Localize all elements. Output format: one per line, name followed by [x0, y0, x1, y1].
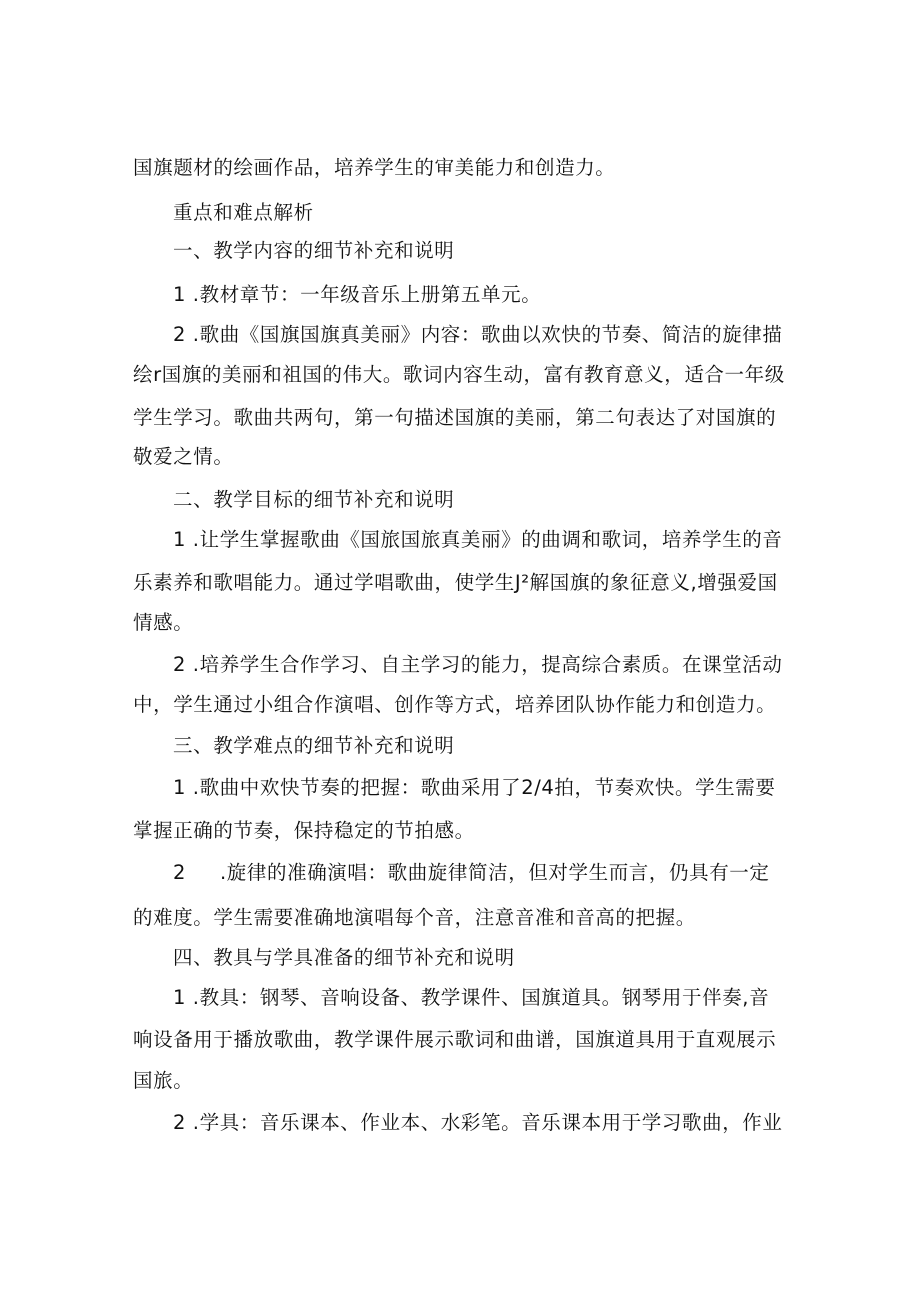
paragraph-line: 1 .歌曲中欢快节奏的把握：歌曲采用了2/4拍，节奏欢快。学生需要	[173, 776, 776, 799]
section-heading: 一、教学内容的细节补充和说明	[173, 239, 455, 262]
paragraph-line: 乐素养和歌唱能力。通过学唱歌曲，使学生J²解国旗的象征意义,增强爱国	[133, 571, 778, 594]
paragraph-line: 中，学生通过小组合作演唱、创作等方式，培养团队协作能力和创造力。	[133, 693, 777, 716]
paragraph-line: 掌握正确的节奏，保持稳定的节拍感。	[133, 819, 475, 842]
paragraph-line: 国旗题材的绘画作品，培养学生的审美能力和创造力。	[133, 156, 616, 179]
paragraph-line: 2 .学具：音乐课本、作业本、水彩笔。音乐课本用于学习歌曲，作业	[173, 1111, 783, 1134]
paragraph-line: 的难度。学生需要准确地演唱每个音，注意音准和音高的把握。	[133, 906, 696, 929]
paragraph-line: 2 .歌曲《国旗国旗真美丽》内容：歌曲以欢快的节奏、简洁的旋律描	[173, 323, 783, 346]
section-heading: 三、教学难点的细节补充和说明	[173, 734, 455, 757]
paragraph-line: 1 .让学生掌握歌曲《国旅国旅真美丽》的曲调和歌词，培养学生的音	[173, 528, 783, 551]
paragraph-line: 1 .教具：钢琴、音响设备、教学课件、国旗道具。钢琴用于伴奏,音	[173, 986, 770, 1009]
section-heading: 二、教学目标的细节补充和说明	[173, 488, 455, 511]
section-heading: 重点和难点解析	[173, 201, 314, 224]
paragraph-line: 2 .培养学生合作学习、自主学习的能力，提高综合素质。在课堂活动	[173, 653, 783, 676]
section-heading: 四、教具与学具准备的细节补充和说明	[173, 946, 515, 969]
paragraph-line: 1 .教材章节：一年级音乐上册第五单元。	[173, 283, 542, 306]
paragraph-line: 2 .旋律的准确演唱：歌曲旋律简洁，但对学生而言，仍具有一定	[173, 861, 770, 884]
paragraph-line: 绘r国旗的美丽和祖国的伟大。歌词内容生动，富有教育意义，适合一年级	[133, 363, 785, 386]
paragraph-line: 学生学习。歌曲共两句，第一句描述国旗的美丽，第二句表达了对国旗的	[133, 406, 777, 429]
paragraph-line: 国旅。	[133, 1069, 194, 1092]
paragraph-line: 情感。	[133, 611, 194, 634]
paragraph-line: 敬爱之情。	[133, 445, 234, 468]
paragraph-line: 响设备用于播放歌曲，教学课件展示歌词和曲谱，国旗道具用于直观展示	[133, 1028, 777, 1051]
